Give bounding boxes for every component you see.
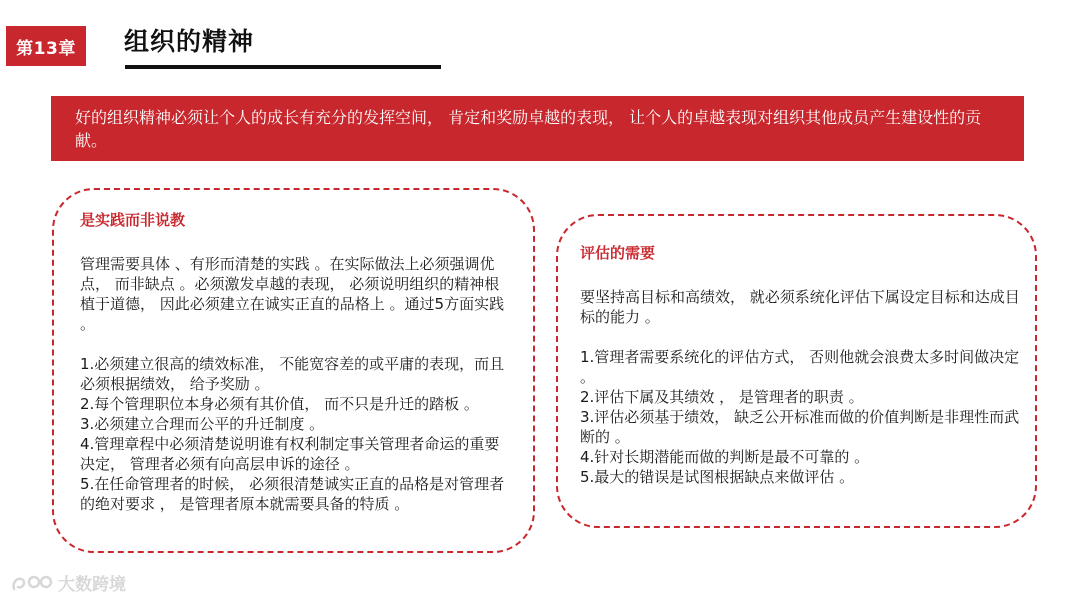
list-item: 4.针对长期潜能而做的判断是最不可靠的 。 bbox=[580, 448, 870, 466]
list-item: 5.在任命管理者的时候， 必须很清楚诚实正直的品格是对管理者的绝对要求 ， 是管理者原本就需要具备的特质 。 bbox=[80, 475, 505, 513]
list-item: 1.必须建立很高的绩效标准， 不能宽容差的或平庸的表现，而且必须根据绩效， 给予奖励 。 bbox=[80, 355, 505, 393]
chapter-label: 第13章 bbox=[16, 38, 76, 59]
page-title: 组织的精神 bbox=[124, 27, 255, 56]
paragraph-spacer bbox=[80, 334, 512, 354]
evaluation-card bbox=[556, 214, 1037, 528]
list-item: 2.每个管理职位本身必须有其价值， 而不只是升迁的踏板 。 bbox=[80, 395, 479, 413]
evaluation-card-paragraph: 要坚持高目标和高绩效， 就必须系统化评估下属设定目标和达成目标的能力 。 bbox=[580, 288, 1020, 326]
practice-card-paragraph: 管理需要具体 、有形而清楚的实践 。在实际做法上必须强调优点， 而非缺点 。必须激发卓越的表现， 必须说明组织的精神根植于道德， 因此必须建立在诚实正直的品格上 。通过5方面实践 。 bbox=[80, 255, 505, 333]
evaluation-card-heading: 评估的需要 bbox=[580, 244, 656, 262]
intro-banner bbox=[51, 96, 1024, 161]
chapter-badge bbox=[6, 26, 86, 66]
list-item: 4.管理章程中必须清楚说明谁有权利制定事关管理者命运的重要决定， 管理者必须有向高层申诉的途径 。 bbox=[80, 435, 500, 473]
list-item: 2.评估下属及其绩效 ， 是管理者的职责 。 bbox=[580, 388, 864, 406]
evaluation-card-body bbox=[580, 287, 1020, 487]
watermark-logo-icon bbox=[10, 572, 54, 594]
list-item: 3.必须建立合理而公平的升迁制度 。 bbox=[80, 415, 325, 433]
practice-card-body bbox=[80, 254, 512, 514]
practice-card-heading: 是实践而非说教 bbox=[80, 211, 186, 229]
list-item: 5.最大的错误是试图根据缺点来做评估 。 bbox=[580, 468, 855, 486]
watermark-text: 大数跨境 bbox=[58, 575, 126, 595]
practice-list bbox=[80, 354, 512, 514]
paragraph-spacer bbox=[580, 327, 1020, 347]
evaluation-list bbox=[580, 347, 1020, 487]
practice-card bbox=[52, 188, 535, 553]
list-item: 1.管理者需要系统化的评估方式， 否则他就会浪费太多时间做决定 。 bbox=[580, 348, 1020, 386]
intro-text: 好的组织精神必须让个人的成长有充分的发挥空间， 肯定和奖励卓越的表现， 让个人的卓越表现对组织其他成员产生建设性的贡献。 bbox=[75, 108, 982, 150]
title-underline bbox=[125, 65, 441, 69]
list-item: 3.评估必须基于绩效， 缺乏公开标准而做的价值判断是非理性而武断的 。 bbox=[580, 408, 1020, 446]
watermark bbox=[10, 570, 126, 595]
